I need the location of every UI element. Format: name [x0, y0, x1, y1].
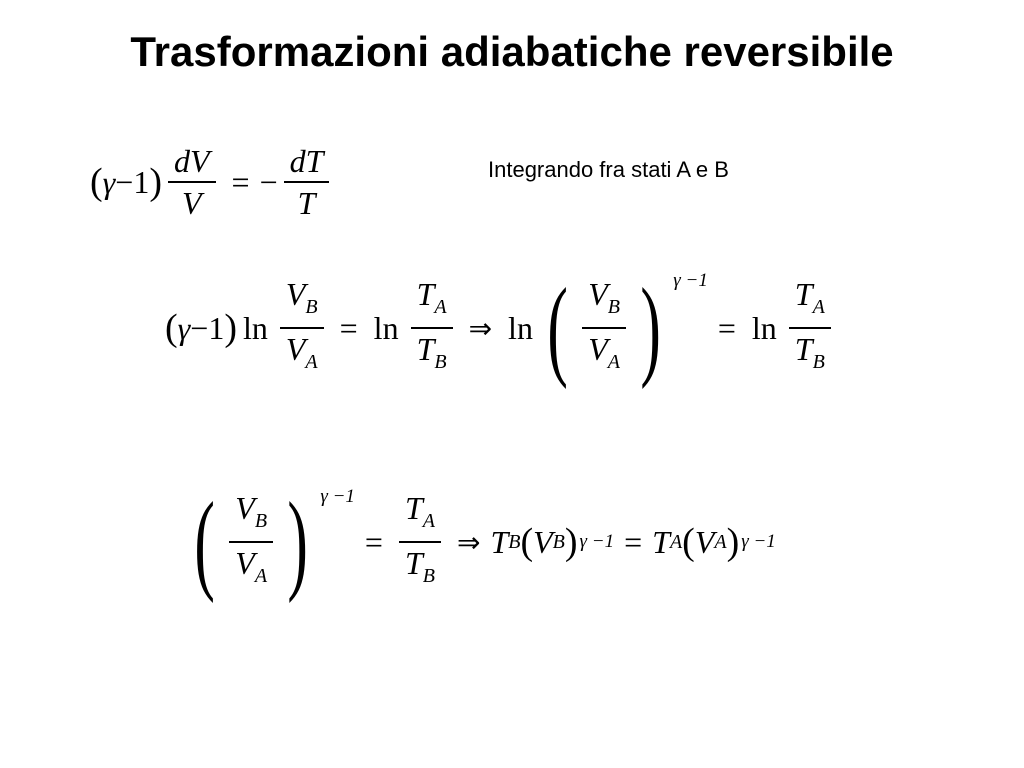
fraction-ta-over-tb [411, 274, 453, 382]
symbol-v: V [285, 331, 306, 367]
symbol-v: V [694, 523, 715, 560]
big-right-paren: ) [640, 266, 661, 390]
equals-sign: = [231, 163, 250, 200]
fraction-numerator: dT [289, 143, 324, 179]
fraction-denominator [582, 329, 626, 382]
fraction-numerator [789, 274, 831, 327]
fraction-denominator [399, 543, 441, 596]
fraction-denominator [280, 329, 324, 382]
implies-arrow-icon: ⇒ [468, 311, 493, 345]
equation-logarithmic [165, 268, 837, 388]
symbol-v: V [588, 276, 608, 312]
fraction-denominator [789, 329, 831, 382]
left-paren: ( [90, 161, 103, 203]
exponent-gamma-minus-one: γ −1 [673, 270, 708, 291]
subscript: A [812, 296, 825, 318]
symbol-t: T [490, 523, 509, 560]
symbol-v: V [533, 523, 553, 560]
symbol-v: V [285, 276, 306, 312]
right-paren: ) [726, 521, 740, 563]
left-paren: ( [165, 307, 178, 349]
fraction-numerator [229, 488, 273, 541]
symbol-t: T [416, 331, 435, 367]
subscript: A [607, 351, 620, 373]
fraction-vb-over-va [229, 488, 273, 596]
gamma-symbol: γ [177, 309, 191, 346]
exponent-gamma-minus-one: γ −1 [320, 486, 355, 507]
minus-one: −1 [115, 163, 150, 200]
exponent-gamma-minus-one: γ −1 [741, 531, 776, 552]
subscript: B [422, 565, 435, 587]
fraction-denominator: T [297, 185, 316, 221]
equals-sign: = [339, 309, 358, 346]
symbol-t: T [794, 331, 813, 367]
fraction-vb-over-va [582, 274, 626, 382]
right-paren: ) [564, 521, 578, 563]
ln-operator: ln [373, 309, 399, 346]
symbol-t: T [404, 490, 423, 526]
fraction-numerator [582, 274, 626, 327]
fraction-denominator: V [181, 185, 202, 221]
fraction-numerator: dV [173, 143, 210, 179]
equation-differential [90, 136, 335, 228]
slide-title: Trasformazioni adiabatiche reversibile [130, 28, 894, 75]
subscript: B [508, 530, 521, 553]
fraction-ta-over-tb [789, 274, 831, 382]
implies-arrow-icon: ⇒ [456, 525, 481, 559]
ln-operator: ln [508, 309, 533, 346]
fraction-dv-over-v [168, 141, 216, 223]
subscript: B [812, 351, 825, 373]
fraction-denominator [411, 329, 453, 382]
gamma-symbol: γ [102, 163, 116, 200]
integration-note: Integrando fra stati A e B [488, 157, 729, 182]
ln-operator: ln [242, 309, 268, 346]
big-left-paren: ( [194, 480, 215, 604]
subscript: A [305, 351, 318, 373]
symbol-t: T [794, 276, 813, 312]
subscript: A [422, 510, 435, 532]
subscript: B [607, 296, 620, 318]
subscript: A [669, 530, 683, 553]
symbol-v: V [235, 545, 255, 581]
fraction-numerator [399, 488, 441, 541]
symbol-t: T [416, 276, 435, 312]
fraction-numerator [411, 274, 453, 327]
fraction-dt-over-t [284, 141, 330, 223]
exponent-gamma-minus-one: γ −1 [579, 531, 615, 552]
minus-sign: − [259, 163, 278, 200]
equals-sign: = [717, 309, 736, 346]
equals-sign: = [364, 523, 383, 560]
equation-adiabatic-result [186, 480, 776, 604]
big-left-paren: ( [547, 266, 568, 390]
ln-operator: ln [751, 309, 777, 346]
big-right-paren: ) [287, 480, 308, 604]
equals-sign: = [624, 523, 643, 560]
fraction-vb-over-va [280, 274, 324, 382]
left-paren: ( [520, 521, 534, 563]
fraction-ta-over-tb [399, 488, 441, 596]
fraction-numerator [280, 274, 324, 327]
left-paren: ( [682, 521, 695, 563]
symbol-v: V [235, 490, 255, 526]
subscript: B [552, 530, 565, 553]
symbol-v: V [588, 331, 608, 367]
subscript: A [254, 565, 268, 587]
subscript: B [434, 351, 447, 373]
symbol-t: T [404, 545, 423, 581]
symbol-t: T [652, 523, 670, 560]
subscript: B [254, 510, 268, 532]
right-paren: ) [224, 307, 237, 349]
subscript: A [714, 530, 727, 553]
minus-one: −1 [190, 309, 225, 346]
fraction-denominator [229, 543, 273, 596]
subscript: A [434, 296, 447, 318]
subscript: B [305, 296, 318, 318]
right-paren: ) [149, 161, 162, 203]
